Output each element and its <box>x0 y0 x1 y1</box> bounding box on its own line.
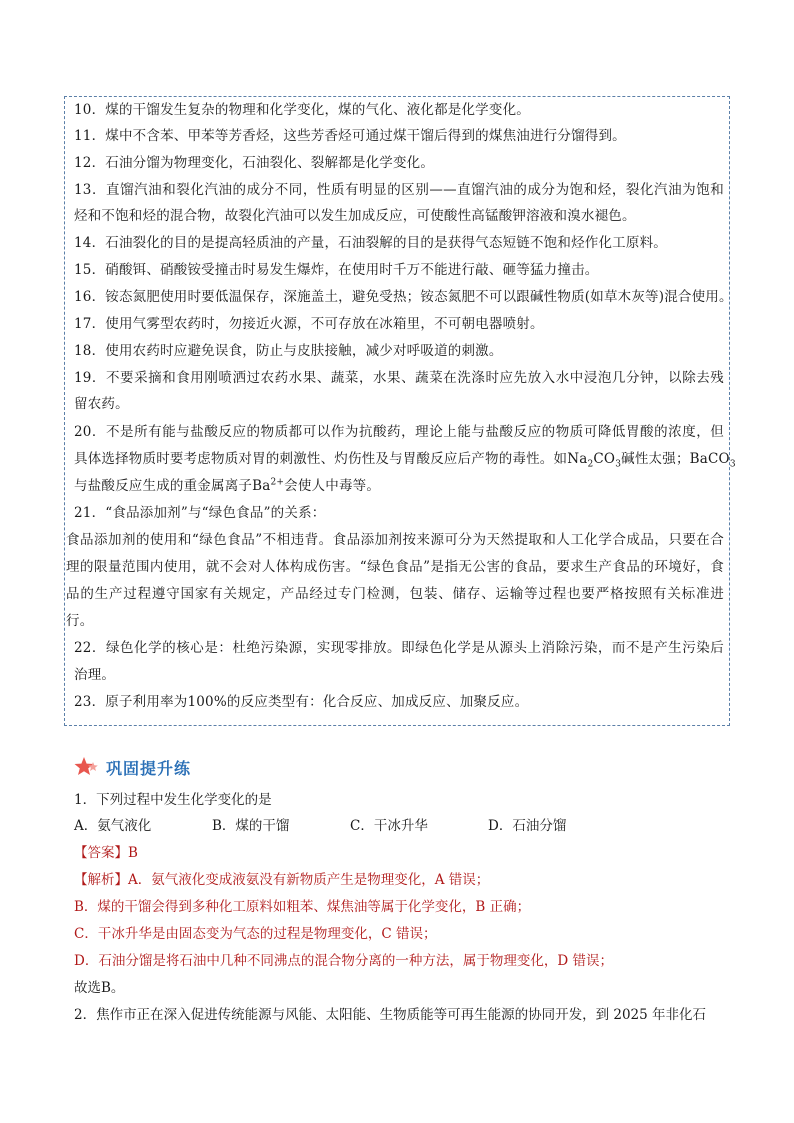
note-21-line3: 品的生产过程遵守国家有关规定，产品经过专门检测，包装、储存、运输等过程也要严格按照有关标准进 <box>66 586 724 602</box>
note-22-line1: 22．绿色化学的核心是：杜绝污染源，实现零排放。即绿色化学是从源头上消除污染，而不是产生污染后 <box>74 640 724 656</box>
option-b: B．煤的干馏 <box>212 818 290 834</box>
note-20-line3: 与盐酸反应生成的重金属离子$Ba^{2+}$会使人中毒等。 <box>74 477 381 494</box>
question-1-stem: 1．下列过程中发生化学变化的是 <box>74 792 272 808</box>
question-1-options <box>74 816 724 836</box>
question-2-stem: 2．焦作市正在深入促进传统能源与风能、太阳能、生物质能等可再生能源的协同开发，到 2025 年非化石 <box>74 1007 707 1023</box>
analysis-line2: B．煤的干馏会得到多种化工原料如粗苯、煤焦油等属于化学变化，B 正确； <box>74 899 531 915</box>
note-11: 11．煤中不含苯、甲苯等芳香烃，这些芳香烃可通过煤干馏后得到的煤焦油进行分馏得到。 <box>74 128 626 144</box>
note-13-line2: 烃和不饱和烃的混合物，故裂化汽油可以发生加成反应，可使酸性高锰酸钾溶液和溴水褪色。 <box>74 208 636 224</box>
note-21-line2: 理的限量范围内使用，就不会对人体构成伤害。“绿色食品”是指无公害的食品，要求生产食品的环境好，食 <box>66 559 724 575</box>
note-19-line2: 留农药。 <box>74 396 129 412</box>
note-21-line4: 行。 <box>66 613 94 629</box>
note-10: 10．煤的干馏发生复杂的物理和化学变化，煤的气化、液化都是化学变化。 <box>74 102 530 118</box>
note-12: 12．石油分馏为物理变化，石油裂化、裂解都是化学变化。 <box>74 155 435 171</box>
analysis-line3: C．干冰升华是由固态变为气态的过程是物理变化，C 错误； <box>74 926 437 942</box>
answer-line: 【答案】B <box>74 845 138 861</box>
analysis-line4: D．石油分馏是将石油中几种不同沸点的混合物分离的一种方法，属于物理变化，D 错误； <box>74 953 613 969</box>
note-17: 17．使用气雾型农药时，勿接近火源，不可存放在冰箱里，不可朝电器喷射。 <box>74 316 544 332</box>
section-title: 巩固提升练 <box>106 758 192 778</box>
option-d: D．石油分馏 <box>488 818 567 834</box>
note-13-line1: 13．直馏汽油和裂化汽油的成分不同，性质有明显的区别——直馏汽油的成分为饱和烃，裂化汽油为饱和 <box>74 182 724 198</box>
star-icon <box>74 756 100 778</box>
note-14: 14．石油裂化的目的是提高轻质油的产量，石油裂解的目的是获得气态短链不饱和烃作化工原料。 <box>74 235 667 251</box>
note-15: 15．硝酸铒、硝酸铵受撞击时易发生爆炸，在使用时千万不能进行敲、砸等猛力撞击。 <box>74 262 599 278</box>
conclusion: 故选B。 <box>74 980 125 996</box>
note-18: 18．使用农药时应避免误食，防止与皮肤接触，减少对呼吸道的刺激。 <box>74 343 503 359</box>
note-20-line2: 具体选择物质时要考虑物质对胃的刺激性、灼伤性及与胃酸反应后产物的毒性。如$Na_2CO_3$碱性太强；BaCO$_3$ <box>74 451 736 470</box>
section-heading <box>74 755 191 779</box>
note-23: 23．原子利用率为100%的反应类型有：化合反应、加成反应、加聚反应。 <box>74 694 529 710</box>
note-21-title: 21．“食品添加剂”与“绿色食品”的关系： <box>74 505 326 521</box>
analysis-line1: 【解析】A．氨气液化变成液氨没有新物质产生是物理变化，A 错误； <box>74 872 490 888</box>
note-19-line1: 19．不要采摘和食用刚喷洒过农药水果、蔬菜，水果、蔬菜在洗涤时应先放入水中浸泡几分钟，以除去残 <box>74 370 724 386</box>
note-20-line1: 20．不是所有能与盐酸反应的物质都可以作为抗酸药，理论上能与盐酸反应的物质可降低胃酸的浓度，但 <box>74 424 724 440</box>
note-16: 16．铵态氮肥使用时要低温保存，深施盖土，避免受热；铵态氮肥不可以跟碱性物质(如草木灰等)混合使用。 <box>74 289 733 305</box>
note-21-line1: 食品添加剂的使用和“绿色食品”不相违背。食品添加剂按来源可分为天然提取和人工化学合成品，只要在合 <box>66 532 724 548</box>
option-a: A．氨气液化 <box>74 818 152 834</box>
option-c: C．干冰升华 <box>350 818 428 834</box>
note-22-line2: 治理。 <box>74 667 116 683</box>
